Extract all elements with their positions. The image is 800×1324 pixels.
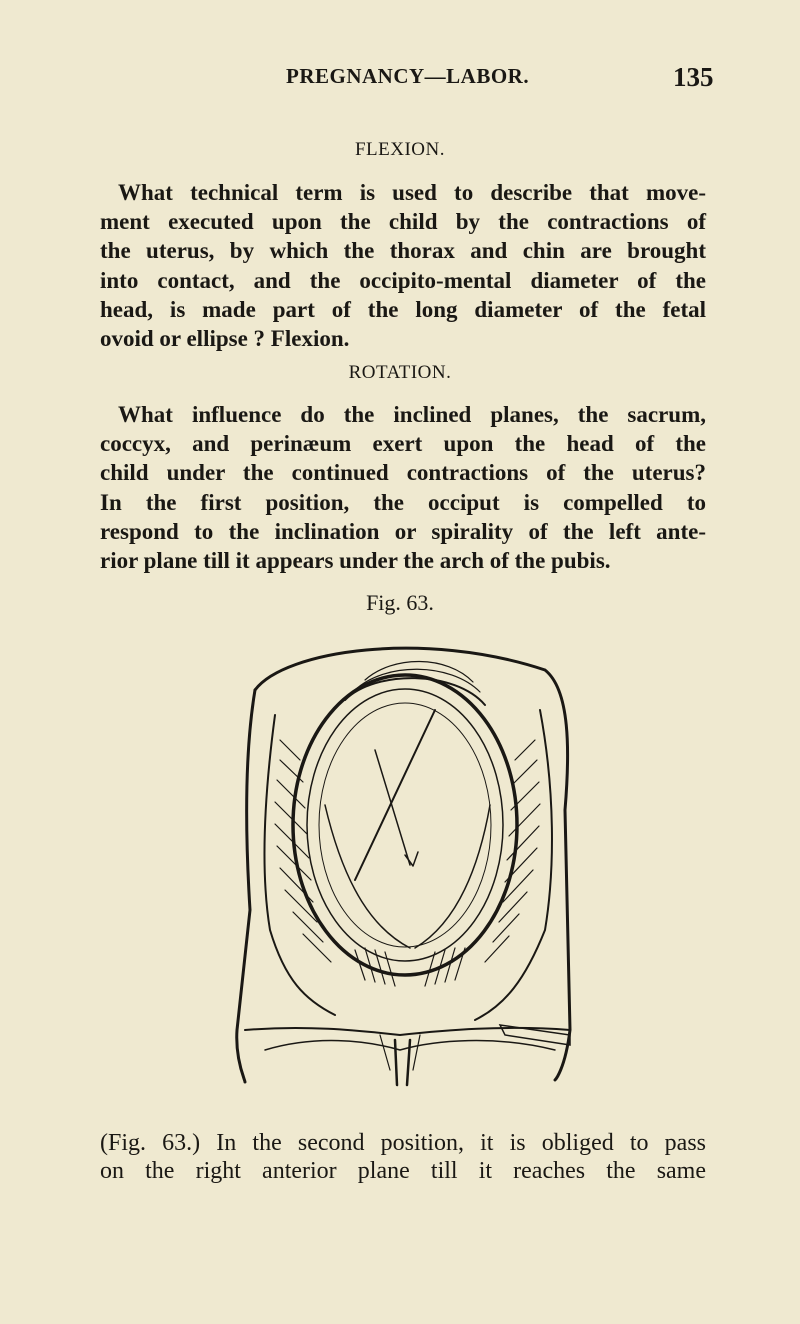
paragraph-line: coccyx, and perinæum exert upon the head of the — [100, 431, 706, 457]
rotation-paragraph — [100, 400, 706, 575]
paragraph-line: What technical term is used to describe that move- — [118, 180, 706, 205]
running-head-title: PREGNANCY—LABOR. — [286, 64, 530, 88]
page-number: 135 — [673, 62, 714, 92]
flexion-paragraph — [100, 178, 706, 353]
paragraph-line: head, is made part of the long diameter of the fetal — [100, 296, 706, 322]
paragraph-line: ovoid or ellipse ? Flexion. — [100, 326, 350, 352]
running-head — [0, 62, 800, 92]
flexion-heading: FLEXION. — [354, 139, 446, 160]
pelvis-fetal-head-engraving-icon — [225, 630, 585, 1090]
paragraph-line: rior plane till it appears under the arch of the pubis. — [100, 548, 611, 574]
paragraph-line: ment executed upon the child by the contractions of — [100, 209, 706, 235]
paragraph-line: What influence do the inclined planes, the sacrum, — [118, 402, 706, 427]
paragraph-line: into contact, and the occipito-mental diameter of the — [100, 267, 706, 293]
paragraph-line: the uterus, by which the thorax and chin are brought — [100, 238, 706, 264]
figure-label: Fig. 63. — [366, 590, 434, 615]
paragraph-line: on the right anterior plane till it reaches the same — [100, 1158, 706, 1184]
paragraph-line: (Fig. 63.) In the second position, it is obliged to pass — [100, 1130, 706, 1156]
paragraph-line: In the first position, the occiput is compelled to — [100, 489, 706, 515]
paragraph-line: child under the continued contractions of the uterus? — [100, 460, 706, 486]
paragraph-line: respond to the inclination or spirality of the left ante- — [100, 518, 706, 544]
continuation-paragraph — [100, 1129, 706, 1185]
rotation-heading: ROTATION. — [348, 362, 452, 383]
